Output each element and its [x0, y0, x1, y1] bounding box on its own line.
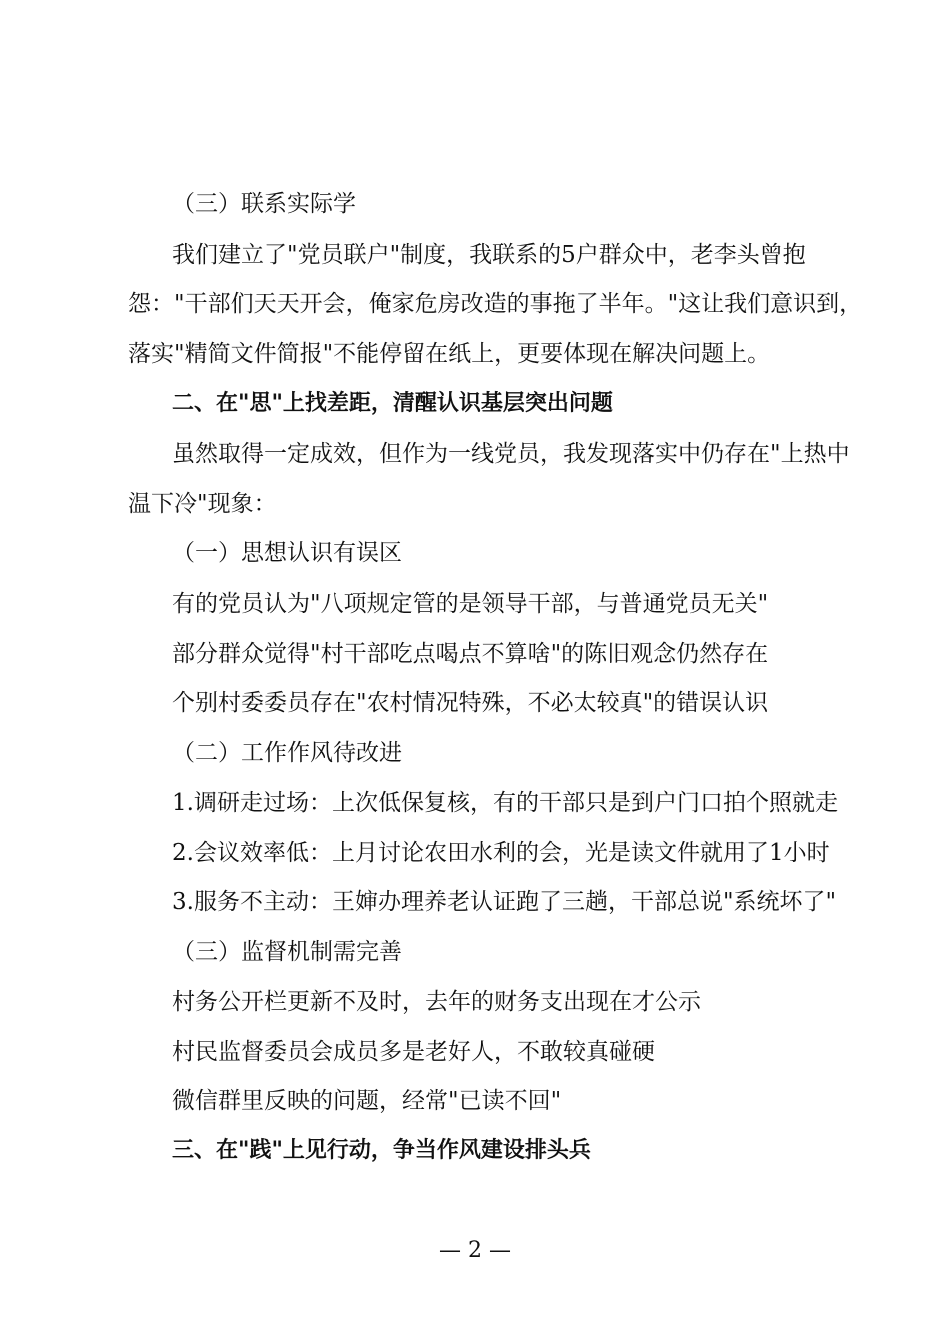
list-item: 1.调研走过场：上次低保复核，有的干部只是到户门口拍个照就走	[172, 790, 838, 816]
list-item: 3.服务不主动：王婶办理养老认证跑了三趟，干部总说"系统坏了"	[172, 889, 837, 915]
list-item: 微信群里反映的问题，经常"已读不回"	[172, 1088, 562, 1114]
page-number: — 2 —	[439, 1238, 511, 1263]
list-item: 村民监督委员会成员多是老好人，不敢较真碰硬	[172, 1039, 655, 1065]
list-item: 个别村委委员存在"农村情况特殊，不必太较真"的错误认识	[172, 690, 769, 716]
subheading-3: （三）联系实际学	[172, 191, 356, 217]
list-item: 2.会议效率低：上月讨论农田水利的会，光是读文件就用了1小时	[172, 840, 830, 866]
subheading-2: （二）工作作风待改进	[172, 740, 402, 766]
paragraph-line: 虽然取得一定成效，但作为一线党员，我发现落实中仍存在"上热中	[172, 441, 850, 467]
list-item: 有的党员认为"八项规定管的是领导干部，与普通党员无关"	[172, 591, 769, 617]
section-heading-2: 二、在"思"上找差距，清醒认识基层突出问题	[172, 391, 613, 416]
paragraph-line: 温下冷"现象：	[128, 491, 277, 517]
paragraph-line: 我们建立了"党员联户"制度，我联系的5户群众中，老李头曾抱	[172, 242, 806, 268]
list-item: 部分群众觉得"村干部吃点喝点不算啥"的陈旧观念仍然存在	[172, 641, 769, 667]
subheading-3b: （三）监督机制需完善	[172, 939, 402, 965]
list-item: 村务公开栏更新不及时，去年的财务支出现在才公示	[172, 989, 701, 1015]
paragraph-line: 怨："干部们天天开会，俺家危房改造的事拖了半年。"这让我们意识到，	[128, 291, 863, 317]
section-heading-3: 三、在"践"上见行动，争当作风建设排头兵	[172, 1138, 591, 1163]
subheading-1: （一）思想认识有误区	[172, 540, 402, 566]
paragraph-line: 落实"精简文件简报"不能停留在纸上，更要体现在解决问题上。	[128, 341, 771, 367]
